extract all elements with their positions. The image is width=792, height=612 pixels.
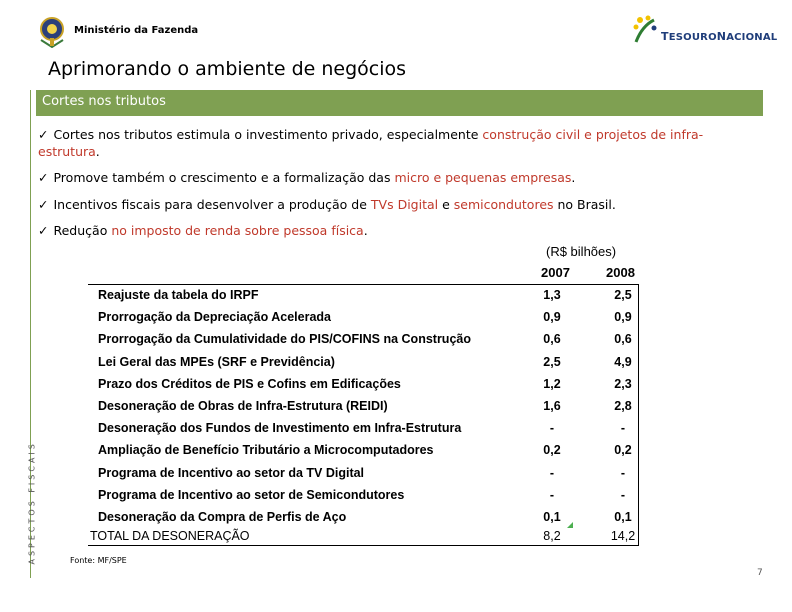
- bullet-3-text-a: Incentivos fiscais para desenvolver a produção de: [53, 197, 371, 212]
- bullet-3-text-d: semicondutores: [453, 197, 554, 212]
- row-value-2008: 2,5: [614, 288, 632, 302]
- table-row: [88, 307, 638, 329]
- row-value-2008: -: [620, 487, 626, 502]
- row-label: Programa de Incentivo ao setor da TV Digital: [98, 465, 365, 480]
- check-icon: ✓: [38, 223, 49, 238]
- bullet-2-text-a: Promove também o crescimento e a formalização das: [53, 170, 395, 185]
- row-label: Reajuste da tabela do IRPF: [98, 288, 259, 302]
- bullet-3-text-b: TVs Digital: [370, 197, 439, 212]
- side-label: ASPECTOS FISCAIS: [27, 441, 37, 565]
- row-value-2007: 1,2: [543, 376, 561, 391]
- table-row: [88, 374, 638, 396]
- row-value-2007: 0,2: [543, 443, 561, 458]
- row-value-2008: -: [620, 421, 626, 436]
- bullet-2: [38, 169, 758, 186]
- bullet-1-text-a: Cortes nos tributos estimula o investimento privado, especialmente: [53, 127, 483, 142]
- row-value-2007: -: [549, 465, 555, 480]
- bullet-4-text-b: no imposto de renda sobre pessoa física: [111, 223, 364, 238]
- table-row: [88, 396, 638, 418]
- table-row: [88, 485, 638, 507]
- section-title: Cortes nos tributos: [42, 94, 166, 109]
- bullet-2-text-b: micro e pequenas empresas: [394, 170, 572, 185]
- bullet-3-text-c: e: [438, 197, 454, 212]
- tesouro-nacional-logo: [632, 14, 660, 44]
- row-label: Desoneração dos Fundos de Investimento em Infra-Estrutura: [98, 421, 462, 436]
- table-unit-label: (R$ bilhões): [546, 244, 617, 259]
- brand-suffix: ACIONAL: [726, 32, 778, 43]
- total-2007: 8,2: [543, 529, 561, 543]
- total-2008: 14,2: [610, 529, 636, 543]
- section-bar: [36, 90, 763, 116]
- total-label: TOTAL DA DESONERAÇÃO: [90, 529, 250, 543]
- bullet-3-text-e: no Brasil.: [553, 197, 616, 212]
- table-row: [88, 440, 638, 462]
- row-label: Lei Geral das MPEs (SRF e Previdência): [98, 354, 335, 369]
- row-label: Prorrogação da Cumulatividade do PIS/COFINS na Construção: [98, 332, 471, 347]
- row-value-2007: 0,1: [543, 510, 561, 524]
- bullet-4-text-a: Redução: [53, 223, 112, 238]
- bullet-2-text-c: .: [571, 170, 576, 185]
- brand-prefix: T: [661, 30, 669, 43]
- bullet-4-text-c: .: [363, 223, 368, 238]
- row-value-2007: -: [549, 487, 555, 502]
- brand-mid: ESOURO: [668, 32, 717, 43]
- table-row: [88, 285, 638, 307]
- column-header-2008: 2008: [606, 265, 635, 280]
- row-value-2007: 1,3: [543, 288, 561, 302]
- row-value-2008: 0,6: [614, 332, 632, 347]
- row-value-2008: 0,9: [614, 310, 632, 325]
- row-value-2008: 0,2: [614, 443, 632, 458]
- table-row: [88, 352, 638, 374]
- row-value-2008: 2,8: [614, 399, 632, 413]
- column-header-2007: 2007: [541, 265, 570, 280]
- row-value-2008: 4,9: [614, 354, 632, 369]
- row-value-2008: 0,1: [614, 510, 632, 524]
- row-label: Programa de Incentivo ao setor de Semicondutores: [98, 487, 405, 502]
- row-value-2007: 0,6: [543, 332, 561, 347]
- coat-of-arms-logo: [38, 16, 66, 48]
- bullet-1-text-c: .: [95, 144, 100, 159]
- page-number: 7: [757, 568, 763, 578]
- bullet-1: [38, 126, 758, 160]
- table-bottom-rule: [88, 545, 638, 546]
- check-icon: ✓: [38, 127, 49, 142]
- table-row: [88, 329, 638, 351]
- row-label: Desoneração de Obras de Infra-Estrutura (REIDI): [98, 399, 388, 413]
- row-label: Ampliação de Benefício Tributário a Microcomputadores: [98, 443, 434, 458]
- brand-n: N: [716, 30, 727, 43]
- source-note: Fonte: MF/SPE: [70, 556, 127, 565]
- bullet-4: [38, 222, 758, 239]
- row-value-2007: 1,6: [543, 399, 561, 413]
- row-value-2008: -: [620, 465, 626, 480]
- row-value-2007: 2,5: [543, 354, 561, 369]
- cursor-mark-icon: [567, 522, 573, 528]
- tesouro-nacional-wordmark: [661, 30, 777, 43]
- bullet-1-text-b: construção civil e projetos de infra-estrutura: [38, 127, 704, 159]
- row-value-2007: -: [549, 421, 555, 436]
- check-icon: ✓: [38, 170, 49, 185]
- ministry-name: Ministério da Fazenda: [74, 25, 199, 36]
- page-title: Aprimorando o ambiente de negócios: [48, 58, 407, 80]
- row-label: Prorrogação da Depreciação Acelerada: [98, 310, 331, 325]
- table-row: [88, 418, 638, 440]
- row-label: Desoneração da Compra de Perfis de Aço: [98, 510, 347, 524]
- bullet-3: [38, 196, 758, 213]
- row-label: Prazo dos Créditos de PIS e Cofins em Edificações: [98, 376, 401, 391]
- row-value-2008: 2,3: [614, 376, 632, 391]
- check-icon: ✓: [38, 197, 49, 212]
- row-value-2007: 0,9: [543, 310, 561, 325]
- table-row: [88, 463, 638, 485]
